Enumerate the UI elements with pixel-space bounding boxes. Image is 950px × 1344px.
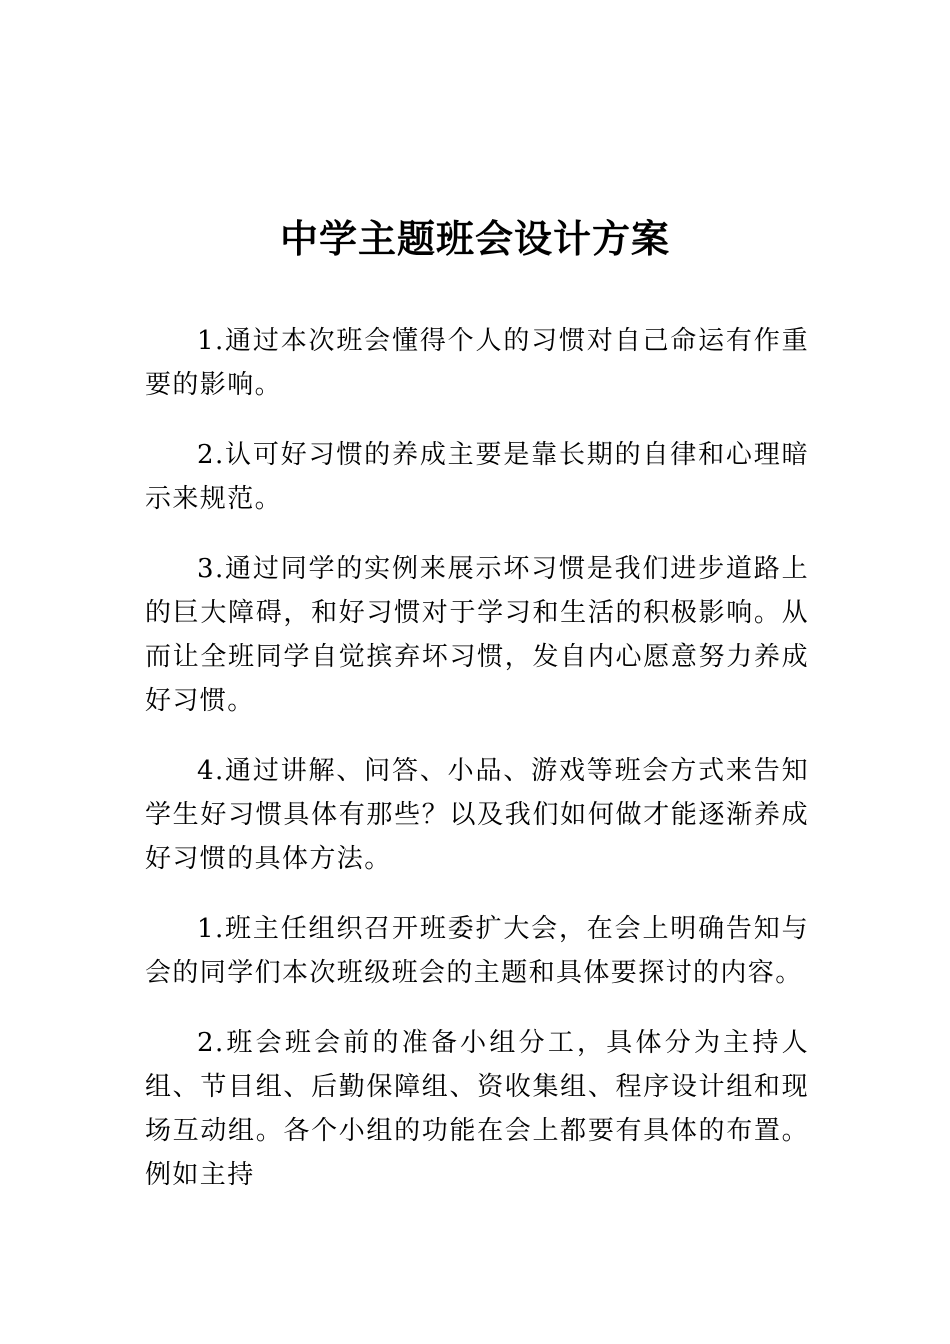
document-title: 中学主题班会设计方案 [279,216,670,262]
paragraph-goal-4: 4.通过讲解、问答、小品、游戏等班会方式来告知学生好习惯具体有那些？以及我们如何做才能逐渐养成好习惯的具体方法。 [145,756,809,874]
document-body [145,319,809,1197]
paragraph-prep-2: 2.班会班会前的准备小组分工，具体分为主持人组、节目组、后勤保障组、资收集组、程序设计组和现场互动组。各个小组的功能在会上都要有具体的布置。例如主持 [145,1028,809,1190]
paragraph-goal-3: 3.通过同学的实例来展示坏习惯是我们进步道路上的巨大障碍，和好习惯对于学习和生活的积极影响。从而让全班同学自觉摈弃坏习惯，发自内心愿意努力养成好习惯。 [145,554,809,716]
paragraph-prep-1: 1.班主任组织召开班委扩大会，在会上明确告知与会的同学们本次班级班会的主题和具体要探讨的内容。 [145,914,809,988]
paragraph-goal-2: 2.认可好习惯的养成主要是靠长期的自律和心理暗示来规范。 [145,440,809,514]
paragraph-goal-1: 1.通过本次班会懂得个人的习惯对自己命运有作重要的影响。 [145,326,809,400]
